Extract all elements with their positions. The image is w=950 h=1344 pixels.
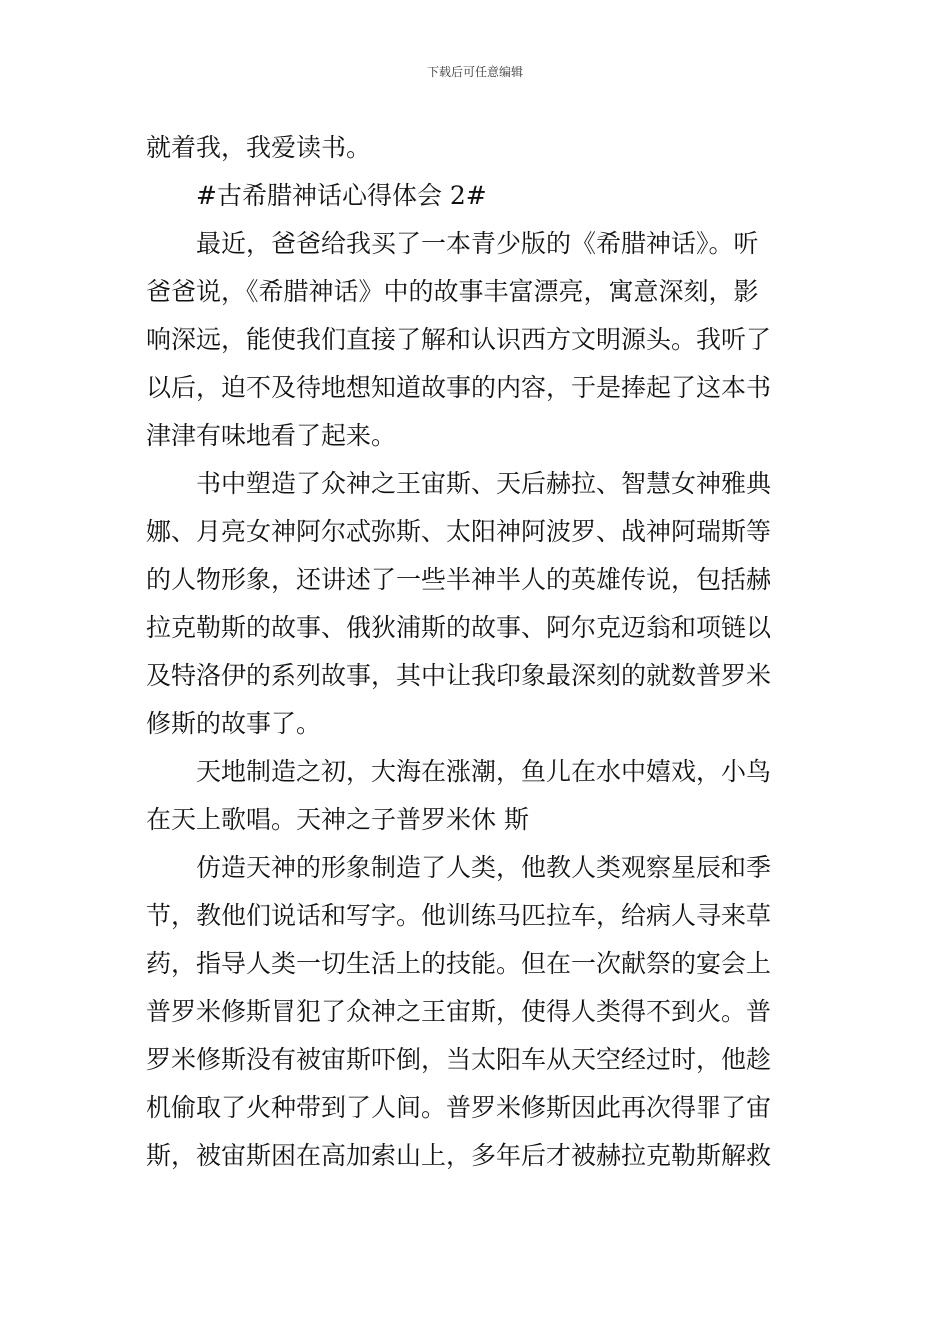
text-line: 津津有味地看了起来。 xyxy=(146,421,397,450)
text-line: 书中塑造了众神之王宙斯、天后赫拉、智慧女神雅典 xyxy=(196,469,772,498)
text-line: 娜、月亮女神阿尔忒弥斯、太阳神阿波罗、战神阿瑞斯等 xyxy=(146,517,772,546)
text-line: 机偷取了火种带到了人间。普罗米修斯因此再次得罪了宙 xyxy=(146,1093,772,1122)
text-line: 在天上歌唱。天神之子普罗米休 斯 xyxy=(146,805,529,834)
text-line: 罗米修斯没有被宙斯吓倒，当太阳车从天空经过时，他趁 xyxy=(146,1045,772,1074)
paragraph xyxy=(146,220,810,460)
text-line: 最近，爸爸给我买了一本青少版的《希腊神话》。听 xyxy=(196,229,759,258)
text-line: 节，教他们说话和写字。他训练马匹拉车，给病人寻来草 xyxy=(146,901,772,930)
text-line: 天地制造之初，大海在涨潮，鱼儿在水中嬉戏，小鸟 xyxy=(196,757,772,786)
text-line: 修斯的故事了。 xyxy=(146,709,322,738)
text-line: 普罗米修斯冒犯了众神之王宙斯，使得人类得不到火。普 xyxy=(146,997,772,1026)
paragraph xyxy=(146,124,810,172)
text-line: 药，指导人类一切生活上的技能。但在一次献祭的宴会上 xyxy=(146,949,772,978)
text-line: 斯，被宙斯困在高加索山上，多年后才被赫拉克勒斯解救 xyxy=(146,1141,772,1170)
text-line: 及特洛伊的系列故事，其中让我印象最深刻的就数普罗米 xyxy=(146,661,772,690)
text-line: #古希腊神话心得体会 2# xyxy=(196,181,487,210)
text-line: 的人物形象，还讲述了一些半神半人的英雄传说，包括赫 xyxy=(146,565,772,594)
page-header xyxy=(0,64,950,80)
text-line: 仿造天神的形象制造了人类，他教人类观察星辰和季 xyxy=(196,853,772,882)
paragraph xyxy=(146,748,810,844)
text-line: 爸爸说，《希腊神话》中的故事丰富漂亮，寓意深刻，影 xyxy=(146,277,759,306)
document-body xyxy=(146,124,810,1180)
text-line: 响深远，能使我们直接了解和认识西方文明源头。我听了 xyxy=(146,325,772,354)
header-text: 下载后可任意编辑 xyxy=(426,65,523,79)
paragraph xyxy=(146,844,810,1180)
text-line: 就着我，我爱读书。 xyxy=(146,133,372,162)
text-line: 以后，迫不及待地想知道故事的内容，于是捧起了这本书 xyxy=(146,373,772,402)
section-heading xyxy=(146,172,810,220)
text-line: 拉克勒斯的故事、俄狄浦斯的故事、阿尔克迈翁和项链以 xyxy=(146,613,772,642)
paragraph xyxy=(146,460,810,748)
